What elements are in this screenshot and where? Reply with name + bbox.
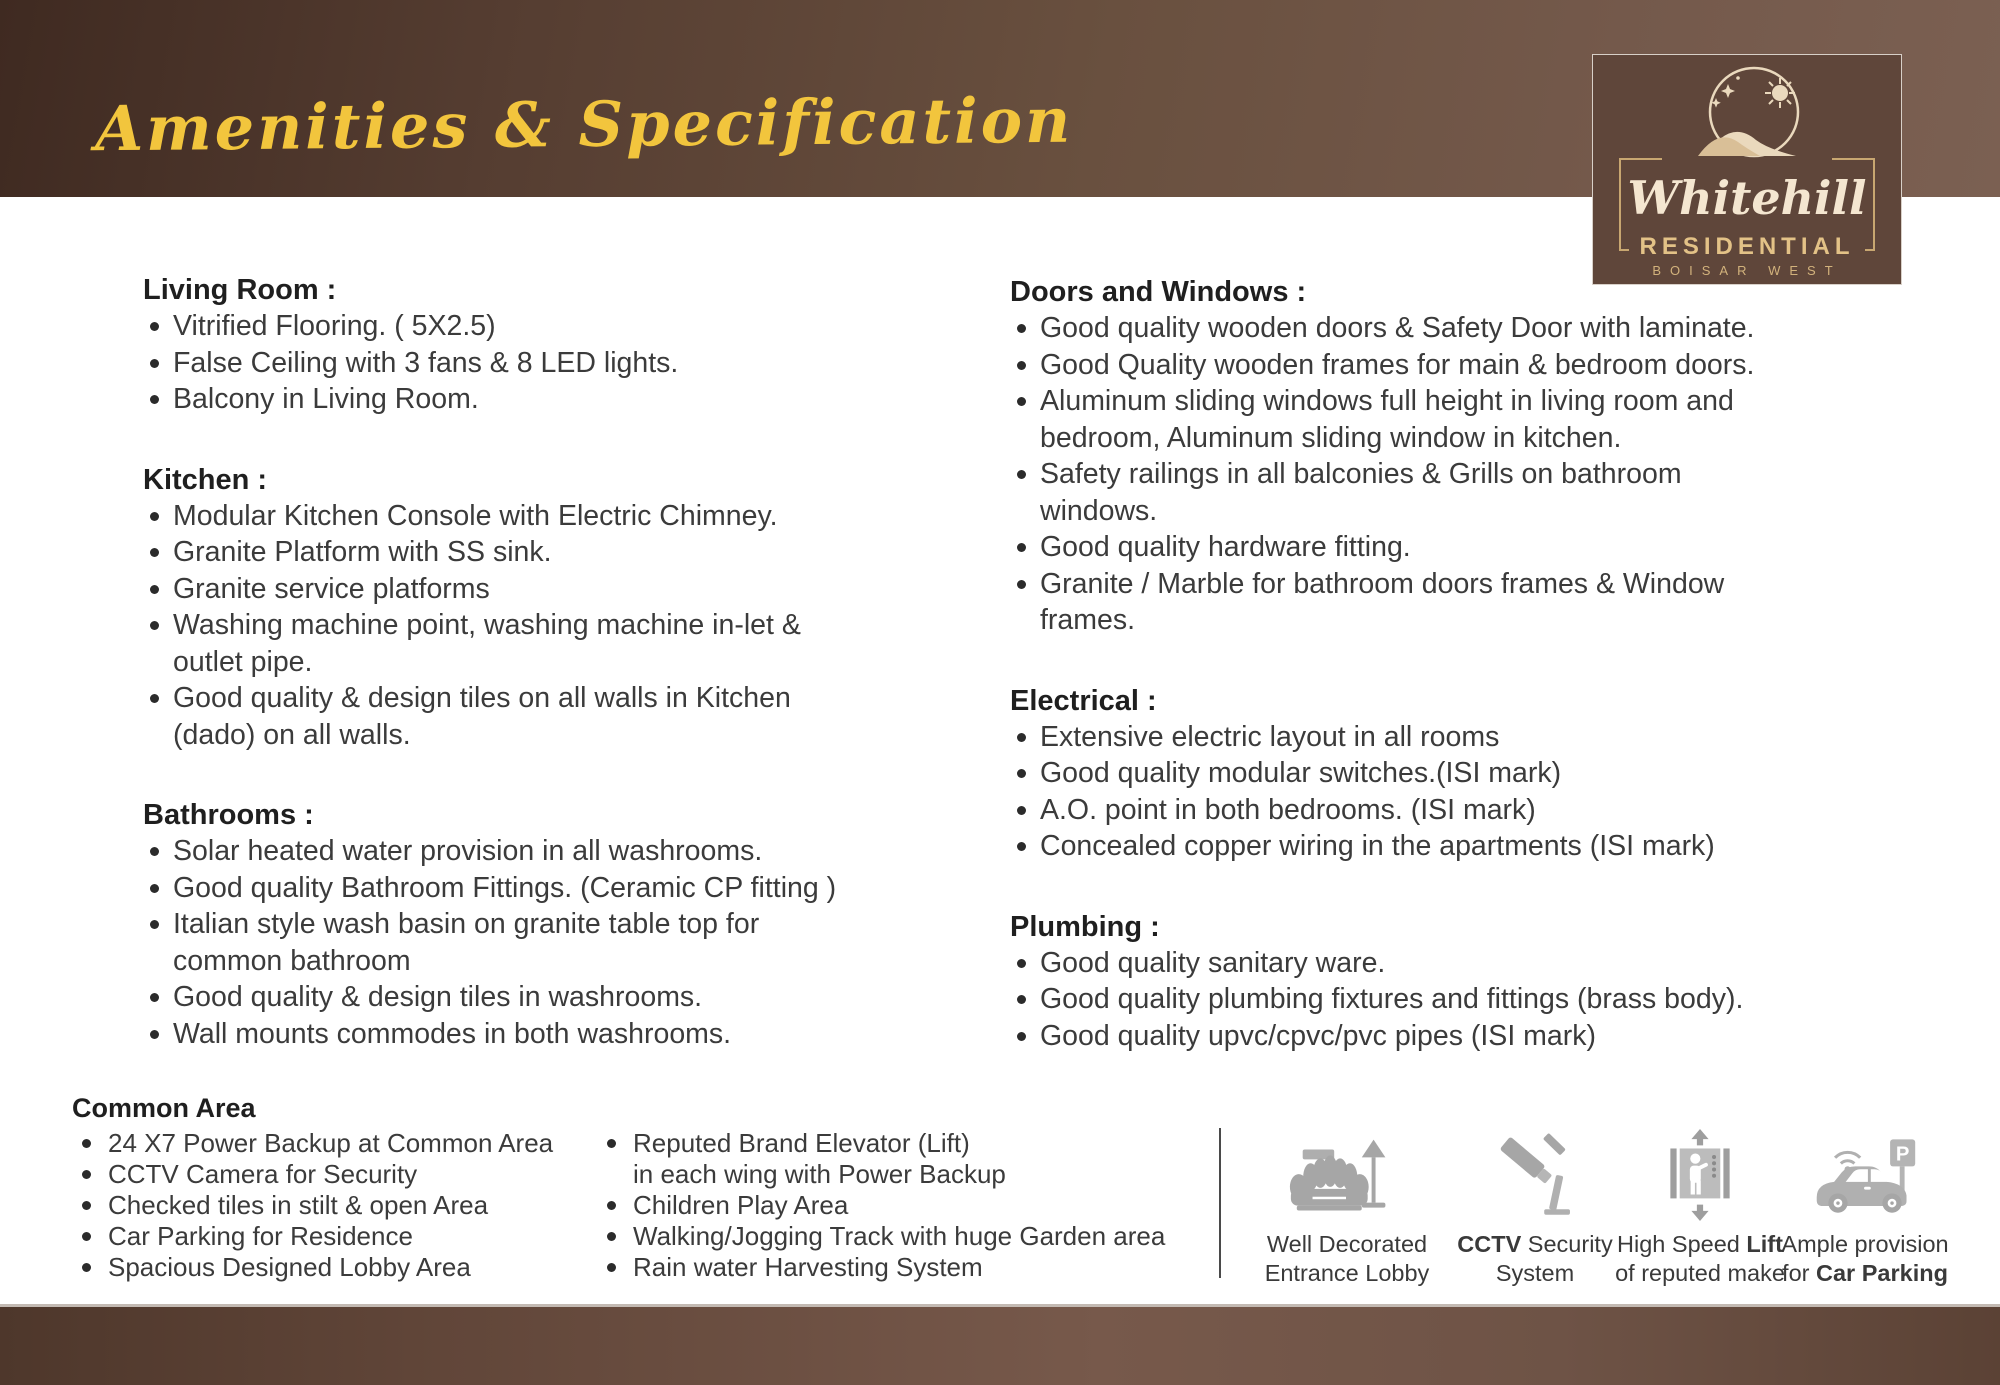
car-parking-icon — [1809, 1133, 1921, 1223]
spec-item: Balcony in Living Room. — [143, 381, 943, 418]
amenity-caption: CCTV Security System — [1457, 1231, 1613, 1286]
spec-item: Italian style wash basin on granite table top for — [143, 906, 943, 943]
spec-item: Solar heated water provision in all washrooms. — [143, 833, 943, 870]
spec-list — [143, 498, 943, 754]
amenity-cctv-security — [1447, 1123, 1623, 1288]
cctv-camera-icon — [1489, 1131, 1581, 1223]
spec-item: Good quality hardware fitting. — [1010, 529, 1870, 566]
spec-item: Vitrified Flooring. ( 5X2.5) — [143, 308, 943, 345]
spec-item: Modular Kitchen Console with Electric Chimney. — [143, 498, 943, 535]
spec-item: Extensive electric layout in all rooms — [1010, 719, 1870, 756]
spec-item: Granite Platform with SS sink. — [143, 534, 943, 571]
list-item-continuation: in each wing with Power Backup — [633, 1159, 1006, 1189]
amenity-high-speed-lift — [1612, 1123, 1788, 1288]
amenity-car-parking — [1777, 1123, 1953, 1288]
whitehill-logo — [1593, 55, 1901, 284]
svg-text:P: P — [1895, 1143, 1910, 1166]
footer-band — [0, 1307, 2000, 1385]
spec-item: Good quality & design tiles on all walls in Kitchen — [143, 680, 943, 717]
spec-item: Good Quality wooden frames for main & bedroom doors. — [1010, 347, 1870, 384]
list-item: Reputed Brand Elevator (Lift) — [597, 1128, 1165, 1159]
list-item: Spacious Designed Lobby Area — [72, 1252, 597, 1283]
spec-list — [1010, 310, 1870, 639]
spec-item: Good quality Bathroom Fittings. (Ceramic CP fitting ) — [143, 870, 943, 907]
spec-item: Washing machine point, washing machine in-let & — [143, 607, 943, 644]
section-title: Plumbing : — [1010, 910, 1160, 943]
list-item: CCTV Camera for Security — [72, 1159, 597, 1190]
hill-sun-stars-icon — [1662, 60, 1832, 176]
amenity-caption: Ample provision for Car Parking — [1781, 1231, 1949, 1286]
amenity-entrance-lobby — [1259, 1123, 1435, 1288]
amenity-caption: Well Decorated Entrance Lobby — [1264, 1231, 1430, 1286]
page-title: Amenities & Specification — [94, 83, 1074, 166]
section-plumbing — [1010, 909, 1870, 1055]
logo-location: BOISAR WEST — [1652, 263, 1842, 278]
spec-item: Wall mounts commodes in both washrooms. — [143, 1016, 943, 1053]
vertical-divider — [1219, 1128, 1221, 1278]
section-title: Bathrooms : — [143, 799, 314, 831]
spec-item: Granite / Marble for bathroom doors frames & Window — [1010, 566, 1870, 603]
section-bathrooms — [143, 797, 943, 1052]
common-area-section — [72, 1093, 1165, 1283]
logo-type: RESIDENTIAL — [1593, 233, 1901, 261]
spec-item: Granite service platforms — [143, 571, 943, 608]
spec-item-continuation: frames. — [1040, 604, 1136, 636]
spec-item-continuation: common bathroom — [173, 944, 411, 977]
spec-item: Good quality wooden doors & Safety Door with laminate. — [1010, 310, 1870, 347]
spec-item-continuation: outlet pipe. — [173, 645, 313, 678]
list-item: 24 X7 Power Backup at Common Area — [72, 1128, 597, 1159]
section-kitchen — [143, 462, 943, 754]
spec-list — [1010, 719, 1870, 865]
section-title: Living Room : — [143, 274, 337, 306]
spec-item: Concealed copper wiring in the apartments (ISI mark) — [1010, 828, 1870, 865]
spec-item: Good quality plumbing fixtures and fittings (brass body). — [1010, 981, 1870, 1018]
amenity-caption: High Speed Lift of reputed make — [1615, 1231, 1785, 1286]
spec-item: Good quality sanitary ware. — [1010, 945, 1870, 982]
list-item: Children Play Area — [597, 1190, 1165, 1221]
lift-icon — [1661, 1127, 1739, 1223]
spec-list — [1010, 945, 1870, 1055]
spec-column-right — [1010, 274, 1870, 1098]
spec-list — [143, 308, 943, 418]
sofa-lamp-icon — [1283, 1137, 1411, 1223]
section-doors-windows — [1010, 274, 1870, 639]
spec-item: Good quality modular switches.(ISI mark) — [1010, 755, 1870, 792]
common-area-list-1 — [72, 1128, 597, 1283]
common-area-list-2 — [597, 1128, 1165, 1283]
common-area-title: Common Area — [72, 1093, 256, 1123]
section-living-room — [143, 272, 943, 418]
spec-item-continuation: windows. — [1040, 494, 1158, 527]
list-item: Walking/Jogging Track with huge Garden area — [597, 1221, 1165, 1252]
section-electrical — [1010, 683, 1870, 865]
spec-item: Good quality upvc/cpvc/pvc pipes (ISI mark) — [1010, 1018, 1870, 1055]
section-title: Kitchen : — [143, 463, 268, 496]
spec-item-continuation: (dado) on all walls. — [173, 718, 411, 751]
spec-item: False Ceiling with 3 fans & 8 LED lights. — [143, 345, 943, 382]
list-item: Checked tiles in stilt & open Area — [72, 1190, 597, 1221]
spec-column-left — [143, 272, 943, 1096]
spec-item-continuation: bedroom, Aluminum sliding window in kitchen. — [1040, 421, 1622, 454]
spec-item: Safety railings in all balconies & Grills on bathroom — [1010, 456, 1870, 493]
list-item: Car Parking for Residence — [72, 1221, 597, 1252]
spec-item: Good quality & design tiles in washrooms. — [143, 979, 943, 1016]
list-item: Rain water Harvesting System — [597, 1252, 1165, 1283]
spec-list — [143, 833, 943, 1052]
section-title: Electrical : — [1010, 684, 1157, 717]
common-area-columns — [72, 1128, 1165, 1283]
spec-item: A.O. point in both bedrooms. (ISI mark) — [1010, 792, 1870, 829]
spec-item: Aluminum sliding windows full height in living room and — [1010, 383, 1870, 420]
logo-name: Whitehill — [1627, 171, 1867, 225]
section-title: Doors and Windows : — [1010, 276, 1307, 308]
